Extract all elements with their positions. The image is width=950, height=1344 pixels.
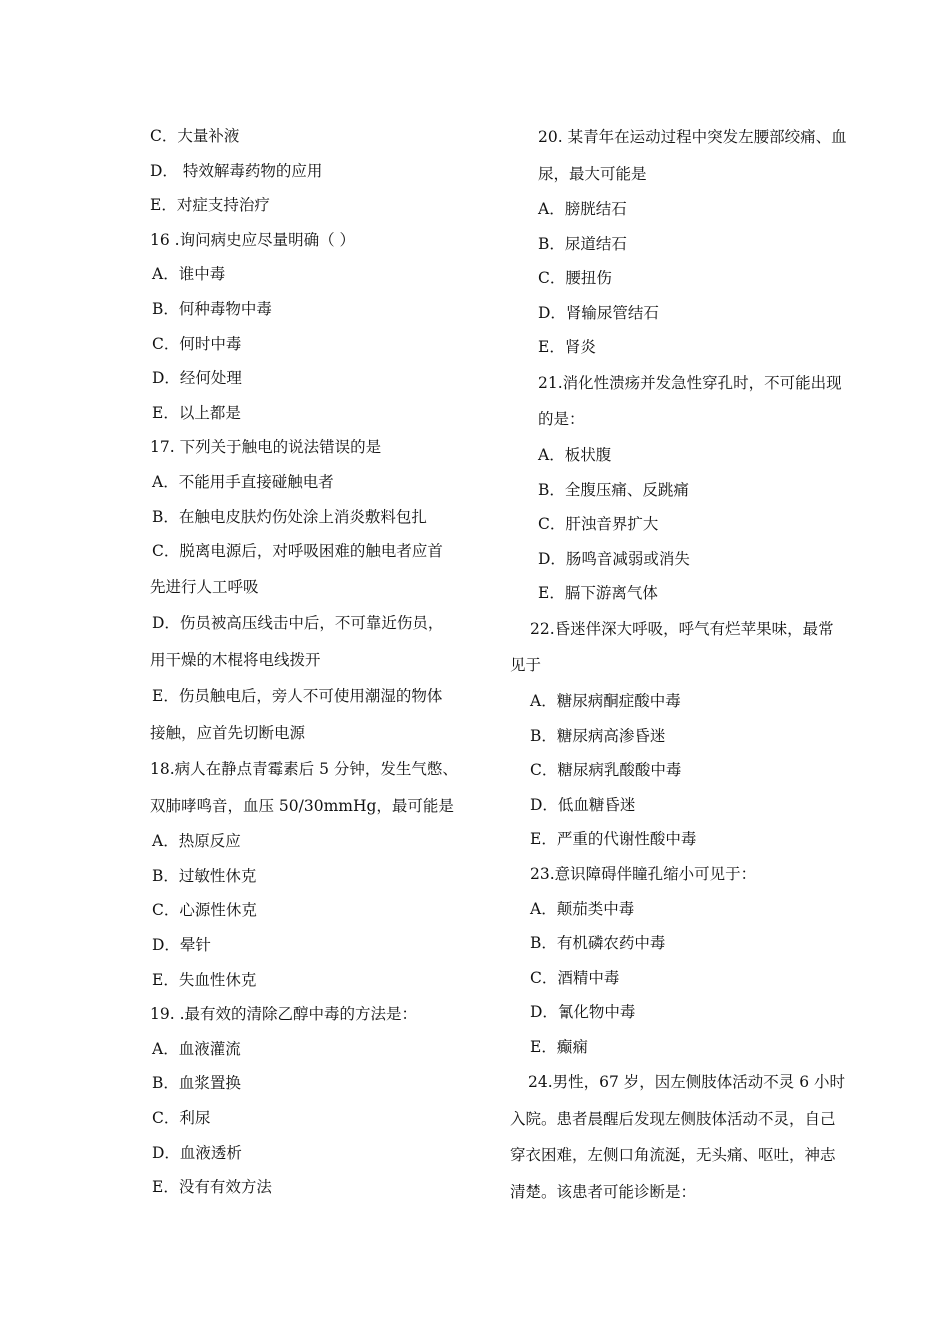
right-column-line: C．酒精中毒 [530,968,620,987]
right-column-line: 穿衣困难，左侧口角流涎，无头痛、呕吐，神志 [510,1146,836,1165]
right-column-line: 22.昏迷伴深大呼吸，呼气有烂苹果味，最常 [530,619,834,638]
left-column-line: B．何种毒物中毒 [152,299,272,318]
right-column-line: 24.男性，67 岁，因左侧肢体活动不灵 6 小时 [528,1073,846,1092]
right-column-line: B．尿道结石 [538,234,627,253]
left-column-line: B．在触电皮肤灼伤处涂上消炎敷料包扎 [152,507,427,526]
right-column-line: C．糖尿病乳酸酸中毒 [530,761,682,780]
left-column-line: 先进行人工呼吸 [150,577,259,596]
right-column-line: C．腰扭伤 [538,269,612,288]
right-column-line: 21.消化性溃疡并发急性穿孔时，不可能出现 [538,373,842,392]
right-column-line: E．严重的代谢性酸中毒 [530,830,697,849]
right-column-line: 见于 [510,656,542,675]
left-column-line: B．过敏性休克 [152,866,257,885]
right-column-line: D．氰化物中毒 [530,1003,636,1022]
left-column-line: D．血液透析 [152,1143,242,1162]
left-column-line: A．热原反应 [152,832,241,851]
right-column-line: 尿，最大可能是 [538,164,647,183]
left-column-line: D．经何处理 [152,369,242,388]
left-column-line: E．对症支持治疗 [150,196,270,215]
left-column-line: C．利尿 [152,1108,211,1127]
left-column-line: E．伤员触电后，旁人不可使用潮湿的物体 [152,687,443,706]
right-column-line: D．肠鸣音减弱或消失 [538,549,690,568]
left-column-line: D． 特效解毒药物的应用 [150,161,323,180]
left-column-line: E．没有有效方法 [152,1178,272,1197]
left-column-line: C．心源性休克 [152,901,257,920]
left-column-line: 17. 下列关于触电的说法错误的是 [150,438,382,457]
right-column-line: D．低血糖昏迷 [530,795,636,814]
right-column-line: D．肾输尿管结石 [538,303,659,322]
right-column-line: B．有机磷农药中毒 [530,934,666,953]
left-column-line: D．伤员被高压线击中后，不可靠近伤员， [152,614,444,633]
right-column-line: A．板状腹 [538,445,612,464]
left-column-line: B．血浆置换 [152,1074,241,1093]
right-column-line: B．全腹压痛、反跳痛 [538,480,689,499]
left-column-line: E．失血性休克 [152,970,257,989]
right-column-line: 23.意识障碍伴瞳孔缩小可见于： [530,864,757,883]
left-column-line: 19. .最有效的清除乙醇中毒的方法是： [150,1005,418,1024]
right-column-line: A．膀胱结石 [538,200,627,218]
right-column [510,119,870,1210]
right-column-line: E．癫痫 [530,1037,588,1056]
left-column-line: 双肺哮鸣音，血压 50/30mmHg，最可能是 [150,796,454,815]
left-column [150,119,490,1205]
left-column-line: A．不能用手直接碰触电者 [152,472,334,491]
right-column-line: 入院。患者晨醒后发现左侧肢体活动不灵，自己 [510,1109,836,1128]
right-column-line: E．肾炎 [538,338,596,357]
left-column-line: A．血液灌流 [152,1039,241,1058]
right-column-line: 的是： [538,410,585,429]
left-column-line: C．脱离电源后，对呼吸困难的触电者应首 [152,542,443,561]
left-column-line: 16 .询问病史应尽量明确（ ） [150,230,356,249]
right-column-line: A．糖尿病酮症酸中毒 [530,691,681,710]
left-column-line: E．以上都是 [152,403,241,422]
right-column-line: B．糖尿病高渗昏迷 [530,726,666,745]
left-column-line: C．大量补液 [150,127,240,145]
right-column-line: E．膈下游离气体 [538,584,658,603]
right-column-line: C．肝浊音界扩大 [538,515,659,534]
left-column-line: A．谁中毒 [152,265,226,284]
left-column-line: D．晕针 [152,936,211,954]
left-column-line: 18.病人在静点青霉素后 5 分钟，发生气憋、 [150,760,458,779]
right-column-line: 20. 某青年在运动过程中突发左腰部绞痛、血 [538,128,847,146]
right-column-line: A．颠茄类中毒 [530,899,635,918]
right-column-line: 清楚。该患者可能诊断是： [510,1182,697,1201]
left-column-line: C．何时中毒 [152,334,242,353]
left-column-line: 用干燥的木棍将电线拨开 [150,650,321,669]
left-column-line: 接触，应首先切断电源 [150,723,306,742]
